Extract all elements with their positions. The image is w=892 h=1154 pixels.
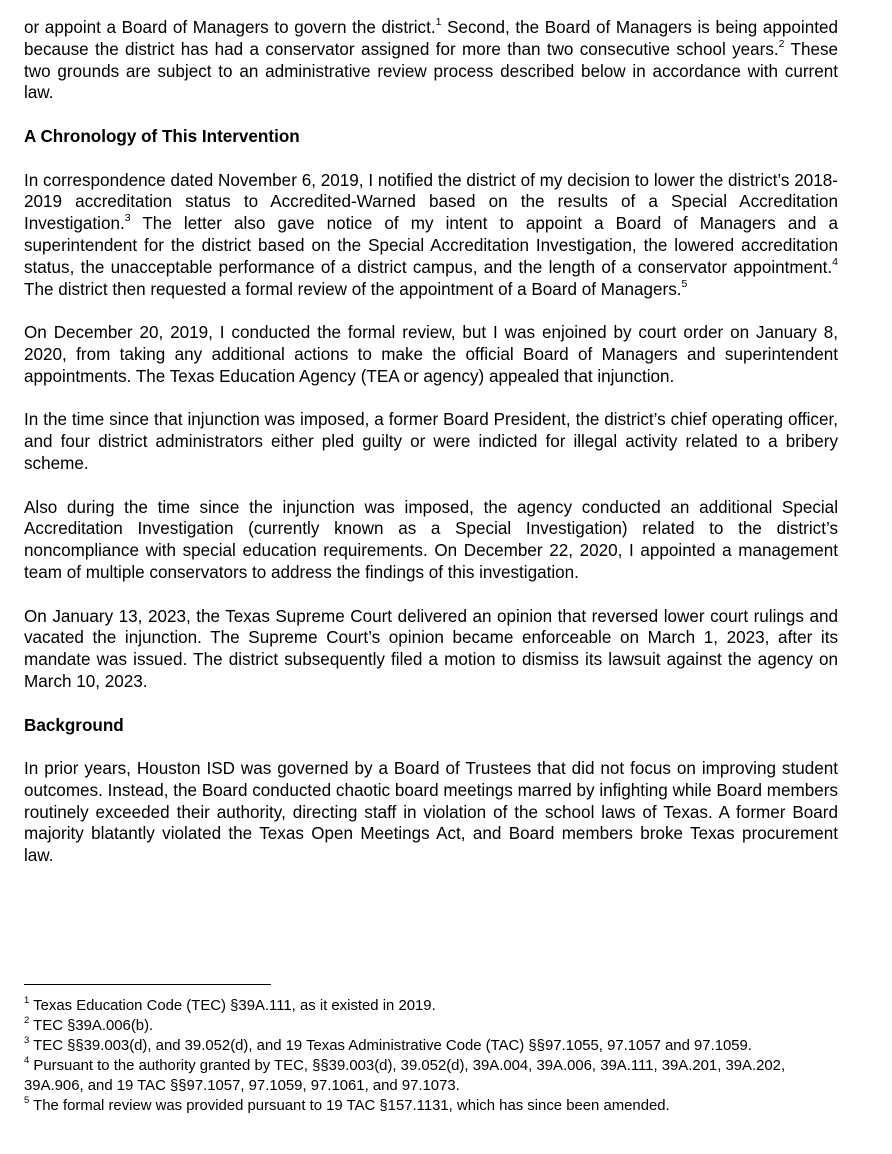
footnote-number: 1 [24,995,30,1007]
footnote-2 [24,1016,838,1036]
paragraph-correspondence [24,170,838,301]
text-run: or appoint a Board of Managers to govern the district. [24,18,436,37]
footnote-3 [24,1036,838,1056]
footnote-text: The formal review was provided pursuant to 19 TAC §157.1131, which has since been amended. [29,1098,670,1114]
paragraph-formal-review: On December 20, 2019, I conducted the formal review, but I was enjoined by court order on January 8, 2020, from taking any additional actions to make the official Board of Managers and superintendent appointments. The Texas Education Agency (TEA or agency) appealed that injunction. [24,323,838,386]
footnote-number: 3 [24,1035,30,1047]
footnote-number: 5 [24,1095,30,1107]
footnote-separator [24,984,271,985]
paragraph-special-investigation: Also during the time since the injunction was imposed, the agency conducted an additional Special Accreditation Investigation (currently known as a Special Investigation) related to the district’s noncompliance with special education requirements. On December 22, 2020, I appointed a management team of multiple conservators to address the findings of this investigation. [24,497,838,582]
footnote-5 [24,1096,838,1116]
footnote-ref-5[interactable]: 5 [681,277,688,290]
footnote-ref-1[interactable]: 1 [435,16,442,29]
footnote-number: 2 [24,1015,30,1027]
footnote-text: Pursuant to the authority granted by TEC, §§39.003(d), 39.052(d), 39A.004, 39A.006, 39A.111, 39A.201, 39A.202, 39A.906, and 19 TAC §§97.1057, 97.1059, 97.1061, and 97.1073. [24,1058,786,1094]
footnote-ref-4[interactable]: 4 [832,256,838,269]
text-run: In correspondence dated November 6, 2019, I notified the district of my decision to lower the district’s 2018-2019 accreditation status to Accredited-Warned based on the results of a Special Accreditation Investigation. [24,170,838,234]
section-heading-chronology: A Chronology of This Intervention [24,126,300,146]
footnote-text: TEC §39A.006(b). [29,1018,154,1034]
text-run: Second, the Board of Managers is being appointed because the district has had a conservator assigned for more than two consecutive school years. [24,18,838,59]
paragraph-grounds [24,17,838,104]
text-run: The district then requested a formal review of the appointment of a Board of Managers. [24,279,682,299]
footnote-text: TEC §§39.003(d), and 39.052(d), and 19 Texas Administrative Code (TAC) §§97.1055, 97.1057 and 97.1059. [29,1038,752,1054]
paragraph-supreme-court: On January 13, 2023, the Texas Supreme Court delivered an opinion that reversed lower court rulings and vacated the injunction. The Supreme Court’s opinion became enforceable on March 1, 2023, after its mandate was issued. The district subsequently filed a motion to dismiss its lawsuit against the agency on March 10, 2023. [24,606,838,691]
footnote-ref-2[interactable]: 2 [778,38,785,51]
paragraph-bribery: In the time since that injunction was imposed, a former Board President, the district’s chief operating officer, and four district administrators either pled guilty or were indicted for illegal activity related to a bribery scheme. [24,410,838,473]
footnote-text: Texas Education Code (TEC) §39A.111, as it existed in 2019. [29,998,436,1014]
footnote-ref-3[interactable]: 3 [124,212,131,225]
text-run: These two grounds are subject to an administrative review process described below in accordance with current law. [24,39,839,103]
footnotes [24,984,838,1116]
footnote-4 [24,1056,838,1096]
text-run: The letter also gave notice of my intent to appoint a Board of Managers and a superintendent for the district based on the Special Accreditation Investigation, the lowered accreditation status, the unacceptable performance of a district campus, and the length of a conservator appointment. [24,214,838,277]
footnote-number: 4 [24,1055,30,1067]
section-heading-background: Background [24,715,124,735]
paragraph-background: In prior years, Houston ISD was governed by a Board of Trustees that did not focus on improving student outcomes. Instead, the Board conducted chaotic board meetings marred by infighting while Board members routinely exceeded their authority, directing staff in violation of the school laws of Texas. A former Board majority blatantly violated the Texas Open Meetings Act, and Board members broke Texas procurement law. [24,759,838,866]
footnote-1 [24,996,838,1016]
